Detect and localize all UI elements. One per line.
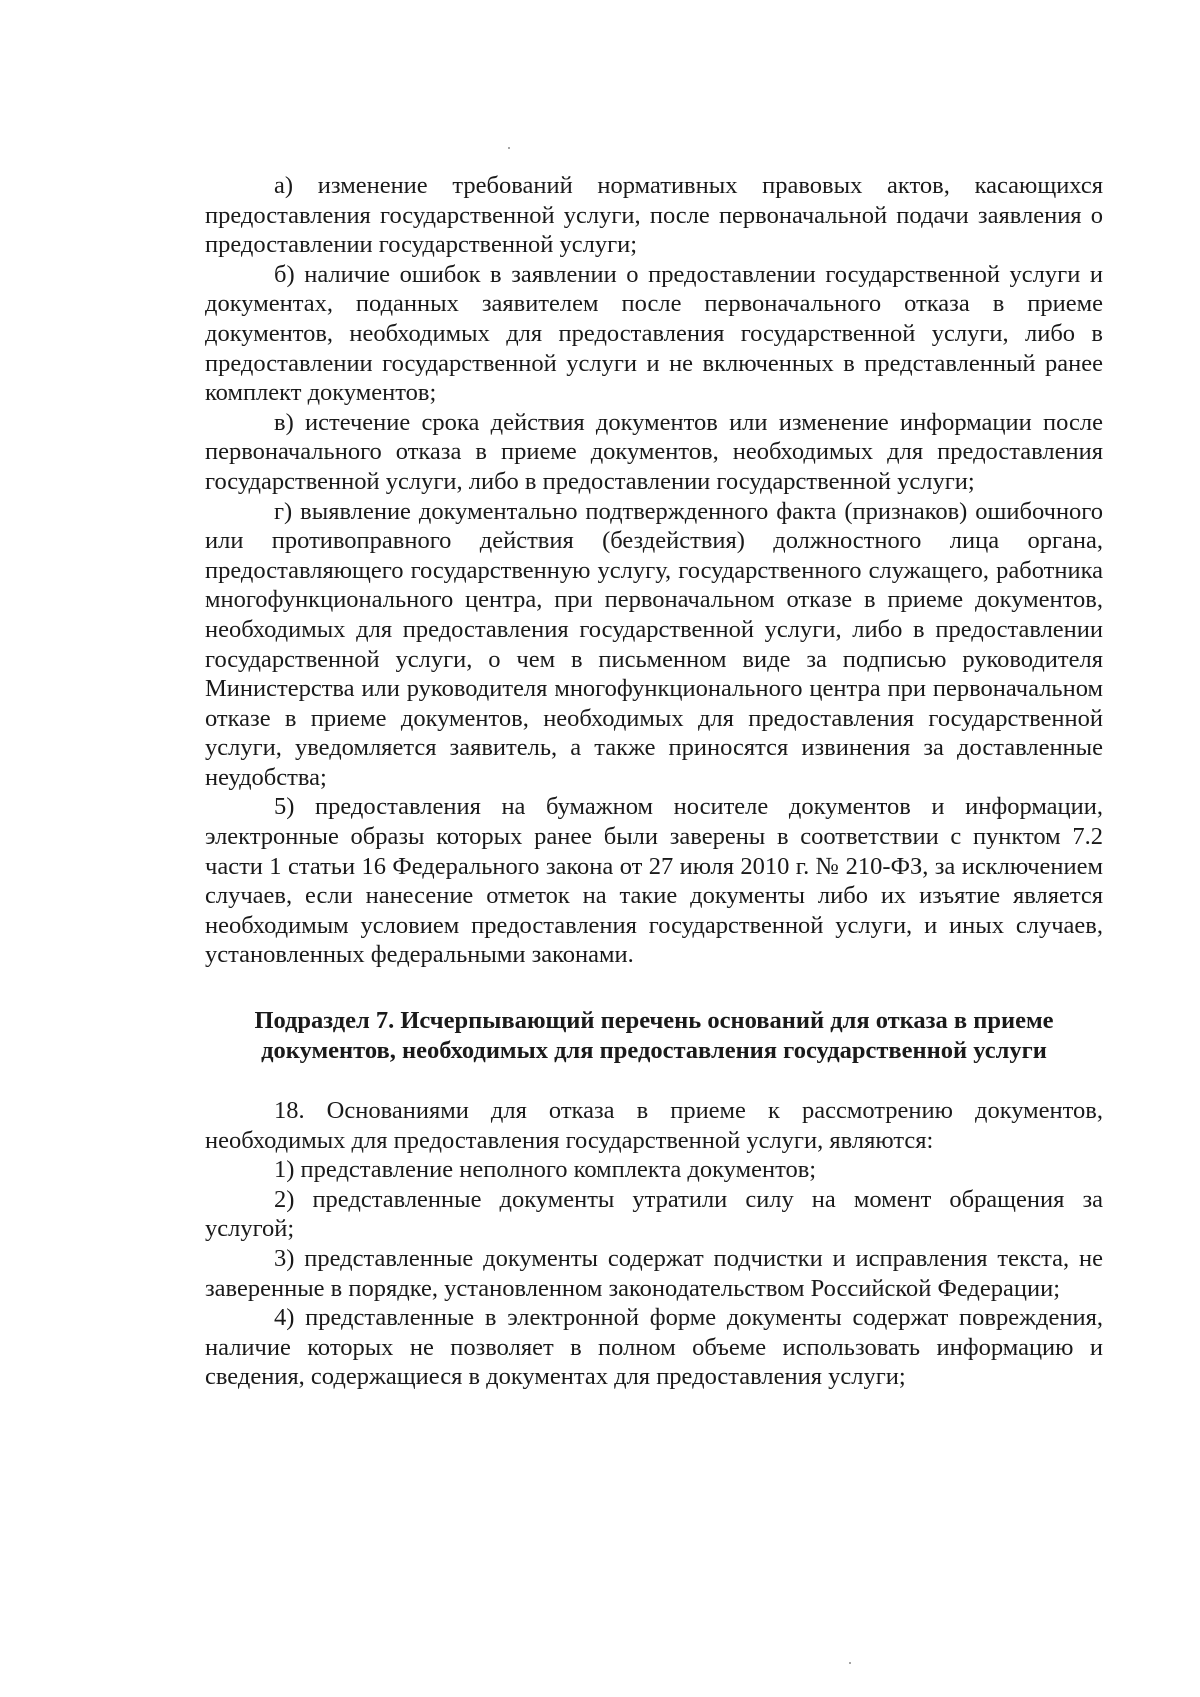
paragraph-b: б) наличие ошибок в заявлении о предоставлении государственной услуги и документах, поданных заявителем после первоначального отказа в приеме документов, необходимых для предоставления государственной услуги, либо в предоставлении государственной услуги и не включенных в представленный ранее комплект документов;: [205, 260, 1103, 407]
paragraph-g: г) выявление документально подтвержденного факта (признаков) ошибочного или противоправного действия (бездействия) должностного лица органа, предоставляющего государственную услугу, государственного служащего, работника многофункционального центра, при первоначальном отказе в приеме документов, необходимых для предоставления государственной услуги, либо в предоставлении государственной услуги, о чем в письменном виде за подписью руководителя Министерства или руководителя многофункционального центра при первоначальном отказе в приеме документов, необходимых для предоставления государственной услуги, уведомляется заявитель, а также приносятся извинения за доставленные неудобства;: [205, 497, 1103, 791]
paragraph-18-3: 3) представленные документы содержат подчистки и исправления текста, не заверенные в порядке, установленном законодательством Российской Федерации;: [205, 1245, 1103, 1302]
scan-speck: [508, 147, 510, 149]
paragraph-v: в) истечение срока действия документов или изменение информации после первоначального отказа в приеме документов, необходимых для предоставления государственной услуги, либо в предоставлении государственной услуги;: [205, 408, 1103, 495]
paragraph-18-4: 4) представленные в электронной форме документы содержат повреждения, наличие которых не позволяет в полном объеме использовать информацию и сведения, содержащиеся в документах для предоставления услуги;: [205, 1304, 1103, 1391]
paragraph-18-1: 1) представление неполного комплекта документов;: [274, 1156, 817, 1184]
paragraph-18: 18. Основаниями для отказа в приеме к рассмотрению документов, необходимых для предоставления государственной услуги, являются:: [205, 1097, 1103, 1154]
document-body: [205, 171, 1103, 1392]
paragraph-5: 5) предоставления на бумажном носителе документов и информации, электронные образы которых ранее были заверены в соответствии с пунктом 7.2 части 1 статьи 16 Федерального закона от 27 июля 2010 г. № 210-ФЗ, за исключением случаев, если нанесение отметок на такие документы либо их изъятие является необходимым условием предоставления государственной услуги, и иных случаев, установленных федеральными законами.: [205, 793, 1103, 969]
scan-speck: [849, 1662, 851, 1664]
paragraph-18-2: 2) представленные документы утратили силу на момент обращения за услугой;: [205, 1185, 1103, 1243]
paragraph-a: а) изменение требований нормативных правовых актов, касающихся предоставления государственной услуги, после первоначальной подачи заявления о предоставлении государственной услуги;: [205, 172, 1103, 259]
section-heading: Подраздел 7. Исчерпывающий перечень оснований для отказа в приеме документов, необходимых для предоставления государственной услуги: [254, 1007, 1054, 1065]
